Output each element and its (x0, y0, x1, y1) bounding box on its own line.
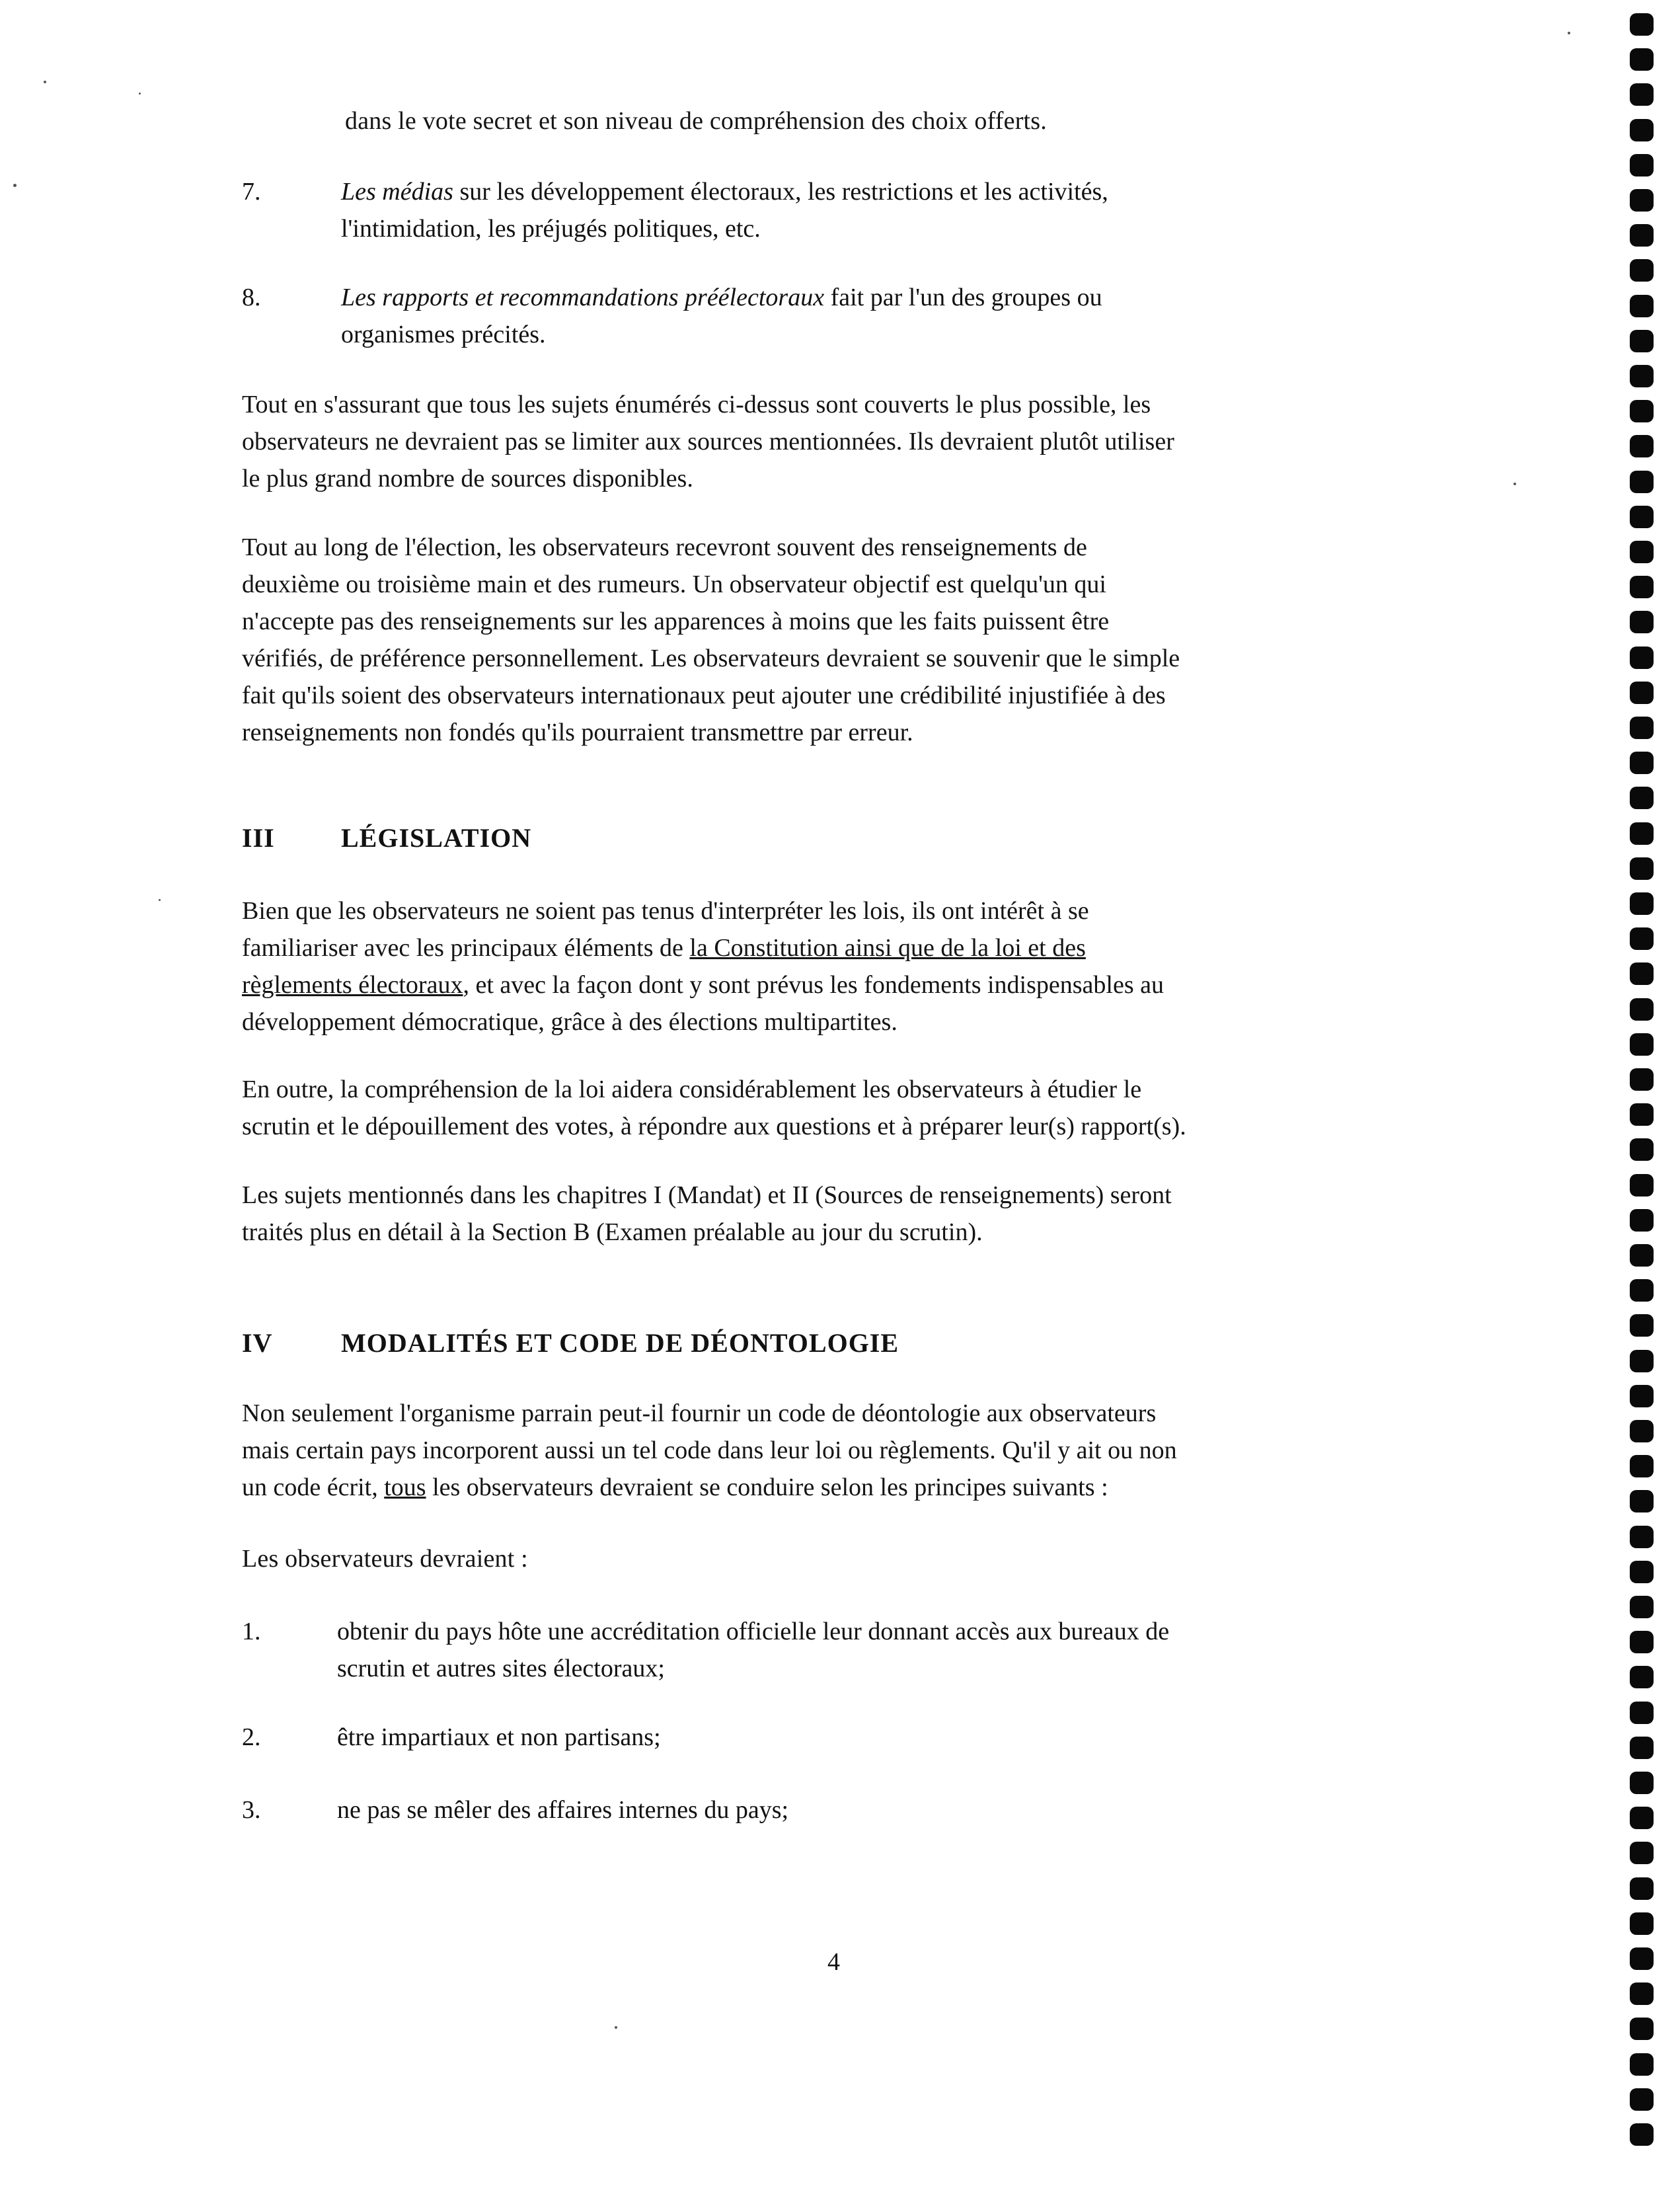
punch-hole (1630, 259, 1654, 282)
punch-hole (1630, 962, 1654, 985)
punch-hole (1630, 2088, 1654, 2111)
principle-2-text: être impartiaux et non partisans; (337, 1723, 661, 1751)
punch-hole (1630, 1314, 1654, 1337)
punch-hole (1630, 1666, 1654, 1688)
punch-hole (1630, 1561, 1654, 1583)
section-4-title: MODALITÉS ET CODE DE DÉONTOLOGIE (341, 1328, 899, 1358)
punch-hole (1630, 1631, 1654, 1653)
punch-hole (1630, 892, 1654, 915)
para3-line3-post: , et avec la façon dont y sont prévus les fondements indispensables au (463, 971, 1165, 999)
punch-hole (1630, 471, 1654, 493)
punch-hole (1630, 1596, 1654, 1618)
punch-hole (1630, 330, 1654, 352)
item-7-line1 (341, 173, 1425, 210)
punch-hole (1630, 1385, 1654, 1407)
punch-hole (1630, 365, 1654, 387)
item-7-line2: l'intimidation, les préjugés politiques, etc. (341, 215, 761, 243)
principle-1-line1: obtenir du pays hôte une accréditation officielle leur donnant accès aux bureaux de (337, 1618, 1170, 1645)
para2-line: Tout au long de l'élection, les observateurs recevront souvent des renseignements de (242, 533, 1087, 561)
scan-speck (44, 81, 46, 83)
para1-line: Tout en s'assurant que tous les sujets énumérés ci-dessus sont couverts le plus possible, les (242, 391, 1151, 418)
para6-line3-pre: un code écrit, (242, 1473, 385, 1501)
punch-hole (1630, 1737, 1654, 1759)
punch-hole (1630, 83, 1654, 106)
paragraph-comprehension (242, 1071, 1425, 1145)
punch-hole (1630, 822, 1654, 845)
paragraph-legislation (242, 892, 1425, 1040)
section-3-number: III (242, 823, 275, 853)
item-8-italic: Les rapports et recommandations préélectoraux (341, 284, 825, 311)
punch-hole (1630, 1842, 1654, 1864)
item-8-line2: organismes précités. (341, 321, 546, 348)
para1-line: observateurs ne devraient pas se limiter aux sources mentionnées. Ils devraient plutôt utiliser (242, 428, 1174, 455)
item-7-text (341, 173, 1425, 247)
punch-hole (1630, 1279, 1654, 1302)
punch-hole (1630, 435, 1654, 457)
punch-hole (1630, 998, 1654, 1021)
punch-hole (1630, 154, 1654, 177)
item-7-number: 7. (242, 178, 261, 206)
punch-hole (1630, 611, 1654, 633)
scan-speck (159, 899, 161, 901)
scan-speck (139, 93, 141, 95)
scan-speck (13, 184, 17, 187)
reglements-reference: règlements électoraux (242, 971, 463, 999)
punch-hole (1630, 1526, 1654, 1548)
punch-hole (1630, 119, 1654, 141)
para2-line: renseignements non fondés qu'ils pourraient transmettre par erreur. (242, 719, 913, 746)
para3-line4: développement démocratique, grâce à des élections multipartites. (242, 1008, 897, 1036)
para6-line3-post: les observateurs devraient se conduire selon les principes suivants : (426, 1473, 1108, 1501)
punch-hole (1630, 1455, 1654, 1477)
punch-hole (1630, 1772, 1654, 1794)
punch-hole (1630, 1209, 1654, 1232)
para3-line1: Bien que les observateurs ne soient pas tenus d'interpréter les lois, ils ont intérêt à se (242, 897, 1089, 925)
punch-hole (1630, 857, 1654, 880)
para6-line1: Non seulement l'organisme parrain peut-il fournir un code de déontologie aux observateurs (242, 1399, 1157, 1427)
paragraph-code-deontologie (242, 1395, 1425, 1506)
item-8-rest: fait par l'un des groupes ou (824, 284, 1102, 311)
item-7-italic: Les médias (341, 178, 453, 206)
principle-1-text (337, 1613, 1421, 1687)
section-3-title: LÉGISLATION (341, 823, 532, 853)
punch-hole (1630, 1912, 1654, 1935)
principle-3-text: ne pas se mêler des affaires internes du pays; (337, 1796, 789, 1824)
punch-hole (1630, 400, 1654, 422)
punch-hole (1630, 1174, 1654, 1197)
para6-line2: mais certain pays incorporent aussi un tel code dans leur loi ou règlements. Qu'il y ait ou non (242, 1436, 1177, 1464)
punch-hole (1630, 48, 1654, 71)
punch-hole (1630, 1138, 1654, 1161)
punch-hole (1630, 2123, 1654, 2146)
punch-hole (1630, 541, 1654, 563)
constitution-reference: la Constitution ainsi que de la loi et des (689, 934, 1086, 962)
punch-hole (1630, 1877, 1654, 1900)
binder-punch-holes (1623, 13, 1663, 2195)
punch-hole (1630, 189, 1654, 212)
punch-hole (1630, 1244, 1654, 1267)
para3-line2-pre: familiariser avec les principaux éléments de (242, 934, 690, 962)
principle-2-number: 2. (242, 1723, 261, 1751)
para4-line: scrutin et le dépouillement des votes, à répondre aux questions et à préparer leur(s) rapport(s). (242, 1113, 1186, 1140)
punch-hole (1630, 1982, 1654, 2005)
para5-line: traités plus en détail à la Section B (Examen préalable au jour du scrutin). (242, 1218, 983, 1246)
punch-hole (1630, 295, 1654, 317)
item-8-text (341, 279, 1425, 353)
para3-line3 (242, 966, 1425, 1003)
punch-hole (1630, 752, 1654, 774)
punch-hole (1630, 506, 1654, 528)
para2-line: deuxième ou troisième main et des rumeurs. Un observateur objectif est quelqu'un qui (242, 570, 1106, 598)
item-7-rest: sur les développement électoraux, les restrictions et les activités, (453, 178, 1108, 206)
scan-speck (1513, 483, 1516, 485)
item-8-number: 8. (242, 284, 261, 311)
punch-hole (1630, 2053, 1654, 2076)
punch-hole (1630, 717, 1654, 739)
punch-hole (1630, 1103, 1654, 1126)
para2-line: vérifiés, de préférence personnellement. Les observateurs devraient se souvenir que le simple (242, 645, 1180, 672)
item-8-line1 (341, 279, 1425, 316)
punch-hole (1630, 787, 1654, 809)
punch-hole (1630, 647, 1654, 669)
punch-hole (1630, 1068, 1654, 1091)
punch-hole (1630, 2018, 1654, 2040)
scan-speck (615, 2026, 617, 2029)
punch-hole (1630, 224, 1654, 247)
para2-line: fait qu'ils soient des observateurs internationaux peut ajouter une crédibilité injustifiée à des (242, 682, 1166, 709)
punch-hole (1630, 1350, 1654, 1372)
punch-hole (1630, 1702, 1654, 1724)
punch-hole (1630, 927, 1654, 950)
para2-line: n'accepte pas des renseignements sur les apparences à moins que les faits puissent être (242, 608, 1110, 635)
page-number: 4 (827, 1948, 840, 1976)
punch-hole (1630, 13, 1654, 36)
punch-hole (1630, 682, 1654, 704)
principle-1-number: 1. (242, 1618, 261, 1645)
punch-hole (1630, 1033, 1654, 1056)
continuation-line: dans le vote secret et son niveau de compréhension des choix offerts. (345, 107, 1047, 135)
para5-line: Les sujets mentionnés dans les chapitres I (Mandat) et II (Sources de renseignements) seront (242, 1181, 1172, 1209)
principle-1-line2: scrutin et autres sites électoraux; (337, 1655, 665, 1682)
paragraph-rumeurs (242, 529, 1425, 751)
para6-line3 (242, 1469, 1425, 1506)
punch-hole (1630, 576, 1654, 598)
paragraph-sources (242, 386, 1425, 497)
punch-hole (1630, 1807, 1654, 1829)
tous-emphasis: tous (384, 1473, 426, 1501)
para4-line: En outre, la compréhension de la loi aidera considérablement les observateurs à étudier le (242, 1076, 1142, 1103)
punch-hole (1630, 1420, 1654, 1442)
punch-hole (1630, 1490, 1654, 1512)
section-4-number: IV (242, 1328, 273, 1358)
scan-speck (1568, 32, 1570, 34)
principle-3-number: 3. (242, 1796, 261, 1824)
lead-in: Les observateurs devraient : (242, 1545, 528, 1573)
punch-hole (1630, 1947, 1654, 1970)
para1-line: le plus grand nombre de sources disponibles. (242, 465, 693, 492)
paragraph-sujets (242, 1177, 1425, 1251)
para3-line2 (242, 929, 1425, 966)
